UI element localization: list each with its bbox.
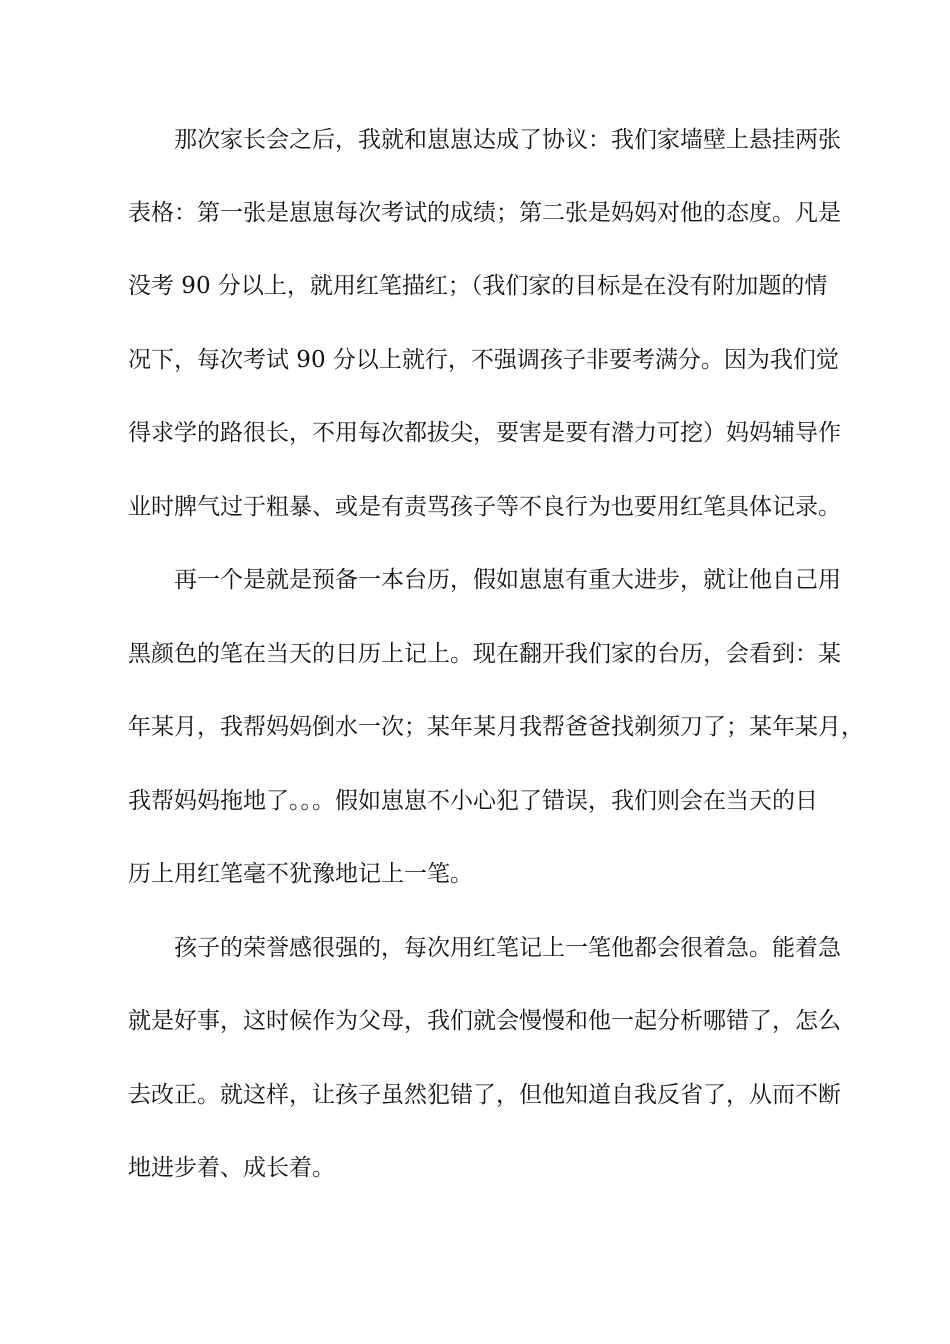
paragraph-line: 地进步着、成长着。 [128,1155,335,1181]
paragraph-line: 得求学的路很长，不用每次都拔尖，要害是要有潜力可挖）妈妈辅导作 [128,420,841,446]
paragraph-line: 表格：第一张是崽崽每次考试的成绩；第二张是妈妈对他的态度。凡是 [128,200,841,226]
paragraph-line: 历上用红笔毫不犹豫地记上一笔。 [128,861,473,887]
paragraph-line: 况下，每次考试 90 分以上就行，不强调孩子非要考满分。因为我们觉 [128,347,839,373]
paragraph-line: 孩子的荣誉感很强的，每次用红笔记上一笔他都会很着急。能着急 [174,935,841,961]
paragraph-line: 我帮妈妈拖地了。。。假如崽崽不小心犯了错误，我们则会在当天的日 [128,788,818,814]
paragraph-line: 就是好事，这时候作为父母，我们就会慢慢和他一起分析哪错了，怎么 [128,1008,841,1034]
paragraph-line: 再一个是就是预备一本台历，假如崽崽有重大进步，就让他自己用 [174,567,841,593]
paragraph-line: 那次家长会之后，我就和崽崽达成了协议：我们家墙壁上悬挂两张 [174,127,841,153]
paragraph-line: 黑颜色的笔在当天的日历上记上。现在翻开我们家的台历，会看到：某 [128,641,841,667]
paragraph-line: 没考 90 分以上，就用红笔描红；（我们家的目标是在没有附加题的情 [128,273,828,299]
paragraph-line: 去改正。就这样，让孩子虽然犯错了，但他知道自我反省了，从而不断 [128,1082,841,1108]
paragraph-line: 年某月，我帮妈妈倒水一次；某年某月我帮爸爸找剃须刀了；某年某月， [128,714,864,740]
paragraph-line: 业时脾气过于粗暴、或是有责骂孩子等不良行为也要用红笔具体记录。 [128,494,841,520]
